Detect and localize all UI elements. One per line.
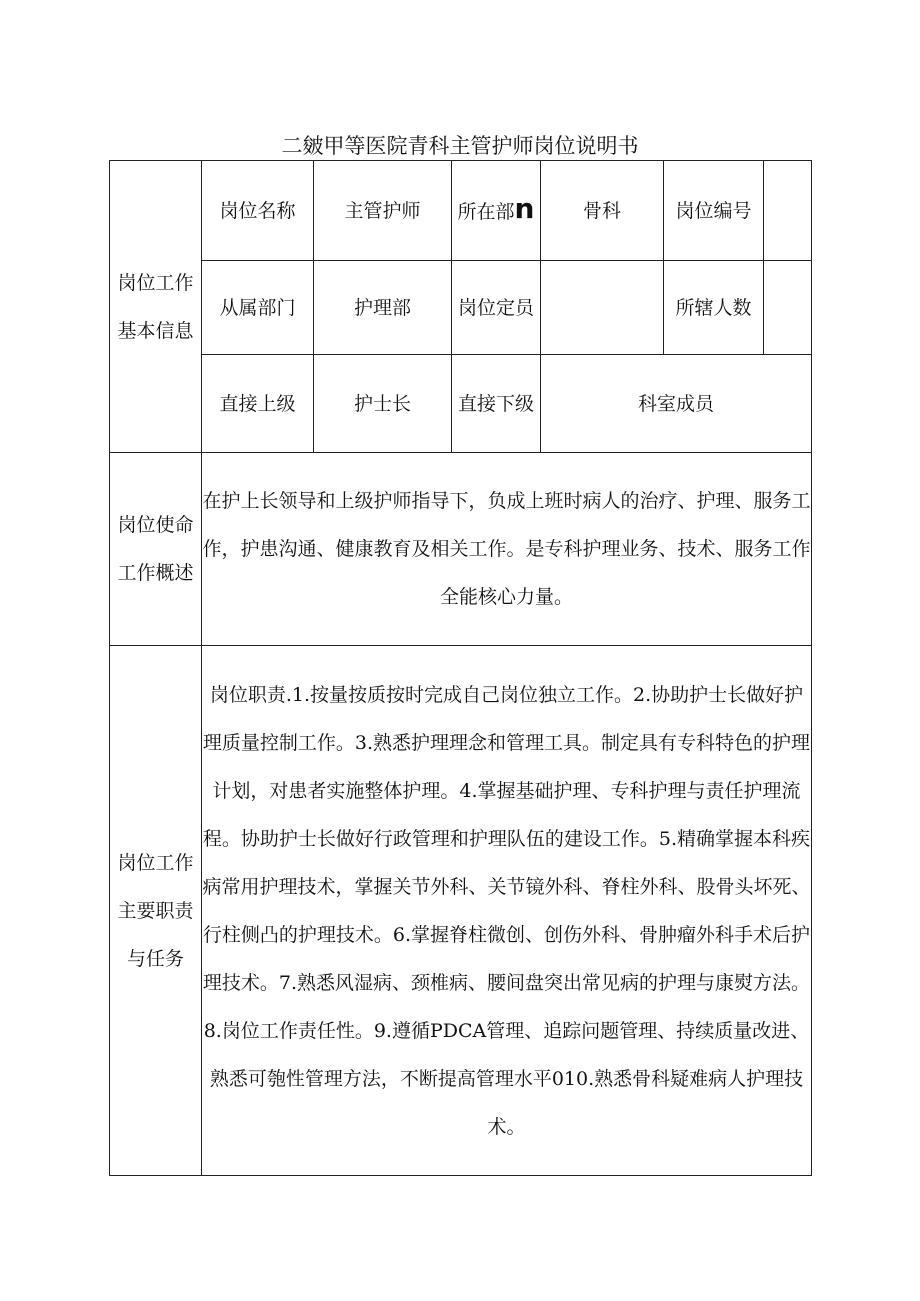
position-number-value (764, 161, 812, 261)
affiliated-dept-label: 从属部门 (202, 261, 314, 355)
duties-section-label: 岗位工作主要职责与任务 (110, 646, 202, 1176)
subordinates-count-value (764, 261, 812, 355)
direct-superior-value: 护士长 (314, 355, 452, 453)
position-number-label: 岗位编号 (664, 161, 764, 261)
department-value: 骨科 (541, 161, 664, 261)
direct-subordinate-label: 直接下级 (452, 355, 541, 453)
duties-text: 岗位职责.1.按量按质按时完成自己岗位独立工作。2.协助护士长做好护理质量控制工作。3.熟悉护理理念和管理工具。制定具有专科特色的护理计划，对患者实施整体护理。4.掌握基础护理、专科护理与责任护理流程。协助护士长做好行政管理和护理队伍的建设工作。5.精确掌握本科疾病常用护理技术，掌握关节外科、关节镜外科、脊柱外科、股骨头坏死、行柱侧凸的护理技术。6.掌握脊柱微创、创伤外科、骨肿瘤外科手术后护理技术。7.熟悉风湿病、颈椎病、腰间盘突出常见病的护理与康熨方法。8.岗位工作责任性。9.遵循PDCA管理、追踪问题管理、持续质量改进、熟悉可匏性管理方法，不断提高管理水平010.熟悉骨科疑难病人护理技术。 (202, 646, 812, 1176)
affiliated-dept-value: 护理部 (314, 261, 452, 355)
job-description-table (109, 160, 812, 1176)
direct-superior-label: 直接上级 (202, 355, 314, 453)
mission-text: 在护上长领导和上级护师指导下，负成上班时病人的治疗、护理、服务工作，护患沟通、健康教育及相关工作。是专科护理业务、技术、服务工作全能核心力量。 (202, 453, 812, 646)
department-label-text: 所在部 (457, 201, 515, 223)
basic-info-section-label: 岗位工作基本信息 (110, 161, 202, 453)
department-label-tail: n (514, 192, 535, 225)
staffing-quota-value (541, 261, 664, 355)
position-name-value: 主管护师 (314, 161, 452, 261)
subordinates-count-label: 所辖人数 (664, 261, 764, 355)
mission-section-label: 岗位使命工作概述 (110, 453, 202, 646)
department-label (452, 161, 541, 261)
position-name-label: 岗位名称 (202, 161, 314, 261)
document-title: 二皴甲等医院青科主管护师岗位说明书 (281, 134, 639, 158)
direct-subordinate-value: 科室成员 (541, 355, 812, 453)
staffing-quota-label: 岗位定员 (452, 261, 541, 355)
